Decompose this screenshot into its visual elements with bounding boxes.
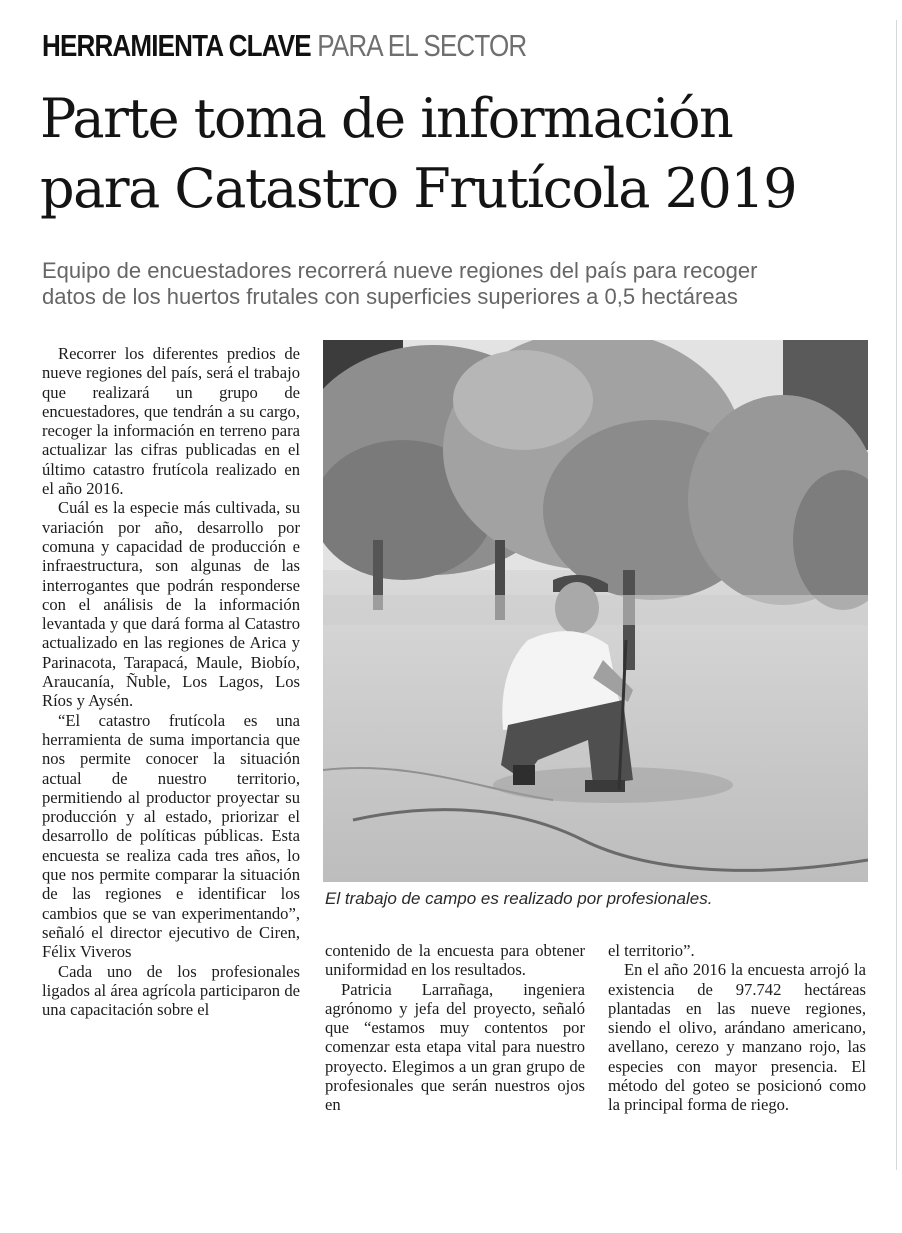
headline-line-2: para Catastro Frutícola 2019: [40, 157, 797, 220]
subhead-line-1: Equipo de encuestadores recorrerá nueve regiones del país para recoger: [42, 258, 758, 283]
paragraph: Recorrer los diferentes predios de nueve regiones del país, será el trabajo que realizará un grupo de encuestadores, que tendrán a su cargo, recoger la información en terreno para actualizar las cifras publicadas en el último catastro frutícola realizado en el año 2016.: [42, 344, 300, 499]
article-column-1: [42, 344, 300, 1019]
kicker-light: PARA EL SECTOR: [317, 28, 527, 63]
paragraph: Patricia Larrañaga, ingeniera agrónomo y jefa del proyecto, señaló que “estamos muy contentos por comenzar esta etapa vital para nuestro proyecto. Elegimos a un gran grupo de profesionales que serán nuestros ojos en: [325, 979, 585, 1115]
article-photo: [323, 340, 868, 882]
headline: [40, 84, 796, 224]
paragraph: el territorio”.: [608, 941, 695, 960]
headline-line-1: Parte toma de información: [40, 87, 733, 150]
paragraph: Cuál es la especie más cultivada, su variación por año, desarrollo por comuna y capacidad de producción e infraestructura, son algunas de las interrogantes que podrán responderse con el análisis de la información levantada y que dará forma al Catastro actualizado en las regiones de Arica y Parinacota, Tarapacá, Maule, Biobío, Araucanía, Ñuble, Los Lagos, Los Ríos y Aysén.: [42, 498, 300, 711]
section-kicker: [42, 26, 526, 66]
paragraph: Cada uno de los profesionales ligados al área agrícola participaron de una capacitación sobre el: [42, 961, 300, 1020]
kicker-strong: HERRAMIENTA CLAVE: [42, 28, 311, 63]
paragraph: “El catastro frutícola es una herramienta de suma importancia que nos permite conocer la situación actual de nuestro territorio, permitiendo al productor proyectar su producción y al estado, priorizar el desarrollo de políticas públicas. Esta encuesta se realiza cada tres años, lo que nos permite comparar la situación de las regiones e identificar los cambios que se van experimentando”, señaló el director ejecutivo de Ciren, Félix Viveros: [42, 710, 300, 962]
orchard-worker-illustration: [323, 340, 868, 882]
subhead-line-2: datos de los huertos frutales con superficies superiores a 0,5 hectáreas: [42, 284, 738, 309]
paragraph: En el año 2016 la encuesta arrojó la existencia de 97.742 hectáreas plantadas en las nueve regiones, siendo el olivo, arándano americano, avellano, cerezo y manzano rojo, las especies con mayor presencia. El método del goteo se posicionó como la principal forma de riego.: [608, 960, 866, 1115]
article-column-3: [608, 941, 866, 1115]
subheadline: [42, 258, 757, 310]
paragraph: contenido de la encuesta para obtener uniformidad en los resultados.: [325, 941, 585, 980]
article-column-2: [325, 941, 585, 1115]
photo-caption: El trabajo de campo es realizado por profesionales.: [325, 889, 713, 908]
column-rule: [896, 20, 897, 1170]
